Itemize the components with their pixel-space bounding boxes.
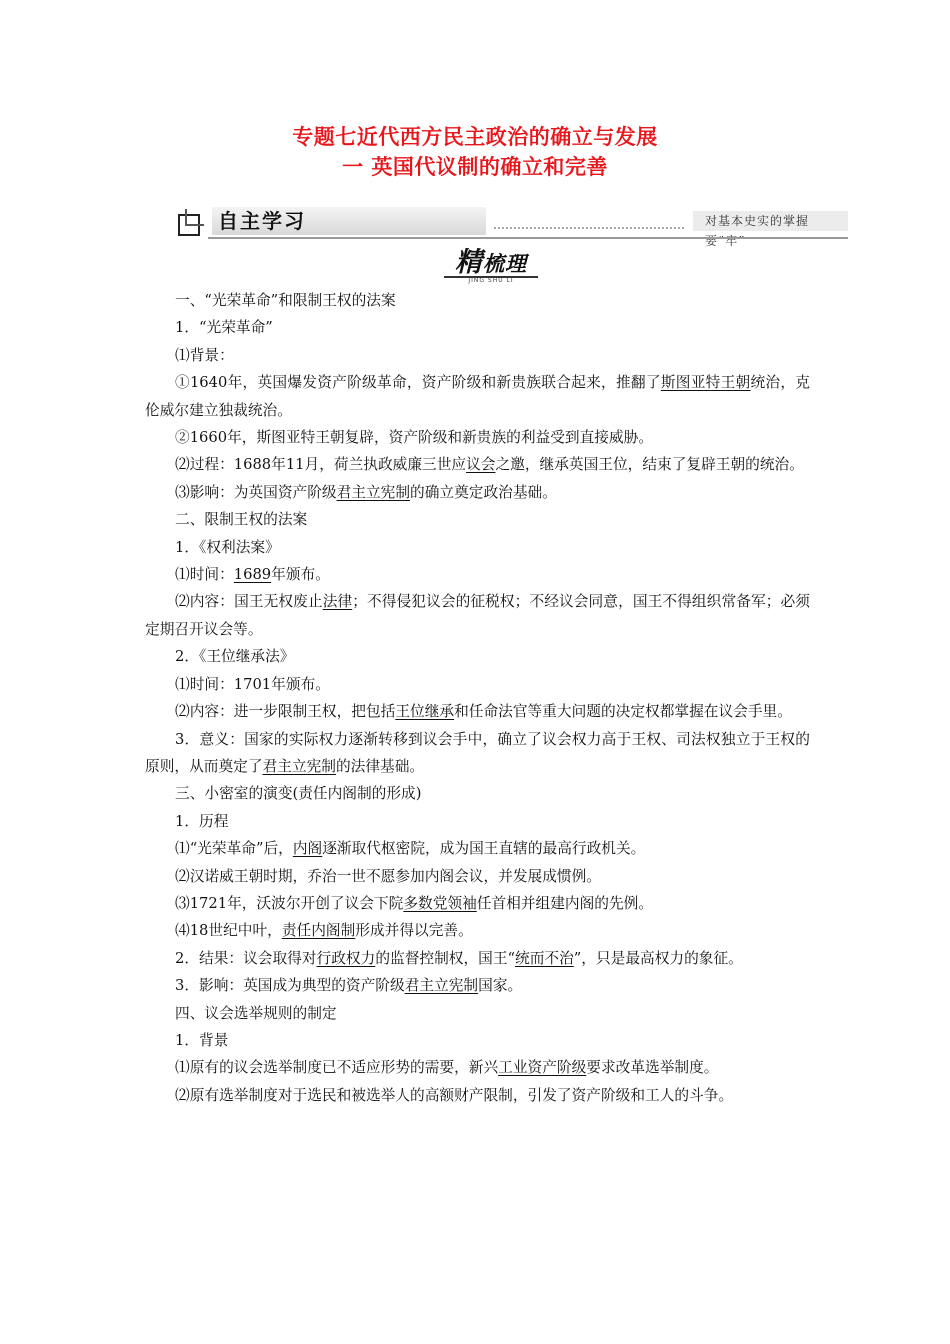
text-run: 1．“光荣革命” xyxy=(175,319,273,337)
banner-square-icon xyxy=(178,214,200,236)
badge-text xyxy=(436,247,546,278)
paragraph xyxy=(145,561,810,588)
text-run: ⑴“光荣革命”后， xyxy=(175,840,293,858)
study-content xyxy=(145,287,810,1109)
paragraph xyxy=(145,451,810,478)
paragraph xyxy=(145,342,810,369)
underlined-answer: 工业资产阶级 xyxy=(498,1059,587,1077)
underlined-answer: 1689 xyxy=(233,566,272,584)
page-title: 专题七近代西方民主政治的确立与发展 xyxy=(292,125,658,149)
section-banner xyxy=(178,205,848,248)
text-run: 1．《权利法案》 xyxy=(175,538,280,556)
paragraph xyxy=(145,1082,810,1109)
badge-glyph-big: 精 xyxy=(455,247,483,278)
banner-subtitle: 对基本史实的掌握要“牢” xyxy=(693,211,848,231)
paragraph xyxy=(145,780,810,807)
text-run: 的监督控制权，国王“ xyxy=(375,949,516,967)
text-run: ⑶1721年，沃波尔开创了议会下院 xyxy=(175,894,404,912)
paragraph xyxy=(145,698,810,725)
paragraph xyxy=(145,726,810,781)
text-run: 1．背景 xyxy=(175,1031,229,1049)
banner-rule xyxy=(208,237,848,239)
paragraph xyxy=(145,835,810,862)
text-run: 国家。 xyxy=(478,977,523,995)
text-run: 要求改革选举制度。 xyxy=(586,1059,719,1077)
text-run: 的法律基础。 xyxy=(335,757,425,775)
text-run: 二、限制王权的法案 xyxy=(175,511,308,529)
text-run: ⑴时间： xyxy=(175,566,234,584)
text-run: 年颁布。 xyxy=(271,566,330,584)
paragraph xyxy=(145,479,810,506)
underlined-answer: 斯图亚特王朝 xyxy=(660,374,751,392)
text-run: 逐渐取代枢密院，成为国王直辖的最高行政机关。 xyxy=(322,840,646,858)
paragraph xyxy=(145,917,810,944)
text-run: 2．《王位继承法》 xyxy=(175,648,295,666)
text-run: ⑴原有的议会选举制度已不适应形势的需要，新兴 xyxy=(175,1059,499,1077)
paragraph xyxy=(145,506,810,533)
text-run: ”，只是最高权力的象征。 xyxy=(573,949,743,967)
paragraph xyxy=(145,643,810,670)
text-run: ⑵汉诺威王朝时期，乔治一世不愿参加内阁会议，并发展成惯例。 xyxy=(175,867,601,885)
banner-title: 自主学习 xyxy=(212,207,486,235)
paragraph xyxy=(145,424,810,451)
underlined-answer: 责任内阁制 xyxy=(281,922,356,940)
paragraph xyxy=(145,671,810,698)
paragraph xyxy=(145,588,810,643)
banner-dots xyxy=(494,227,684,229)
paragraph xyxy=(145,808,810,835)
paragraph xyxy=(145,972,810,999)
jingshuli-badge xyxy=(436,247,546,284)
text-run: ；不得侵犯议会的征税权；不经议会同意，国王不得组织常备军；必须定期召开议会等。 xyxy=(145,593,810,638)
text-run: 3．意义：国家的实际权力逐渐转移到议会手中，确立了议会权力高于王权、司法权独立于王权的原则，从而奠定了 xyxy=(145,730,810,775)
badge-glyph-rest: 梳理 xyxy=(483,251,527,276)
underlined-answer: 王位继承 xyxy=(395,703,455,721)
text-run: 形成并得以完善。 xyxy=(355,922,473,940)
paragraph xyxy=(145,863,810,890)
paragraph xyxy=(145,369,810,424)
text-run: ②1660年，斯图亚特王朝复辟，资产阶级和新贵族的利益受到直接威胁。 xyxy=(175,429,654,447)
paragraph xyxy=(145,890,810,917)
text-run: 1．历程 xyxy=(175,812,229,830)
text-run: 之邀，继承英国王位，结束了复辟王朝的统治。 xyxy=(495,456,804,474)
underlined-answer: 君主立宪制 xyxy=(262,757,336,775)
text-run: 任首相并组建内阁的先例。 xyxy=(476,894,654,912)
text-run: ⑴背景： xyxy=(175,346,234,364)
text-run: 的确立奠定政治基础。 xyxy=(410,483,557,501)
underlined-answer: 法律 xyxy=(322,593,353,611)
text-run: ⑵内容：国王无权废止 xyxy=(175,593,323,611)
underlined-answer: 内阁 xyxy=(292,840,323,858)
underlined-answer: 君主立宪制 xyxy=(404,977,479,995)
text-run: 统治，克伦威尔建立独裁统治。 xyxy=(145,374,810,419)
text-run: ⑵内容：进一步限制王权，把包括 xyxy=(175,703,396,721)
text-run: ⑵过程：1688年11月，荷兰执政威廉三世应 xyxy=(175,456,467,474)
paragraph xyxy=(145,1000,810,1027)
underlined-answer: 行政权力 xyxy=(316,949,376,967)
text-run: ⑴时间：1701年颁布。 xyxy=(175,675,330,693)
underlined-answer: 统而不治 xyxy=(515,949,574,967)
text-run: 四、议会选举规则的制定 xyxy=(175,1004,337,1022)
paragraph xyxy=(145,534,810,561)
page-subtitle: 一 英国代议制的确立和完善 xyxy=(342,155,608,179)
text-run: 三、小密室的演变(责任内阁制的形成) xyxy=(175,785,422,803)
underlined-answer: 议会 xyxy=(466,456,496,474)
paragraph xyxy=(145,1054,810,1081)
text-run: 2．结果：议会取得对 xyxy=(175,949,317,967)
text-run: ⑶影响：为英国资产阶级 xyxy=(175,483,337,501)
badge-underline xyxy=(444,276,538,278)
text-run: 3．影响：英国成为典型的资产阶级 xyxy=(175,977,405,995)
text-run: ⑷18世纪中叶， xyxy=(175,922,282,940)
paragraph xyxy=(145,287,810,314)
paragraph xyxy=(145,1027,810,1054)
text-run: 和任命法官等重大问题的决定权都掌握在议会手里。 xyxy=(454,703,792,721)
badge-pinyin: JING SHU LI xyxy=(468,277,514,284)
text-run: 一、“光荣革命”和限制王权的法案 xyxy=(175,292,396,309)
paragraph xyxy=(145,945,810,972)
underlined-answer: 君主立宪制 xyxy=(336,483,411,501)
text-run: ⑵原有选举制度对于选民和被选举人的高额财产限制，引发了资产阶级和工人的斗争。 xyxy=(175,1086,734,1104)
title-block xyxy=(0,122,950,182)
underlined-answer: 多数党领袖 xyxy=(403,894,477,912)
paragraph xyxy=(145,314,810,341)
text-run: ①1640年，英国爆发资产阶级革命，资产阶级和新贵族联合起来，推翻了 xyxy=(175,374,661,392)
